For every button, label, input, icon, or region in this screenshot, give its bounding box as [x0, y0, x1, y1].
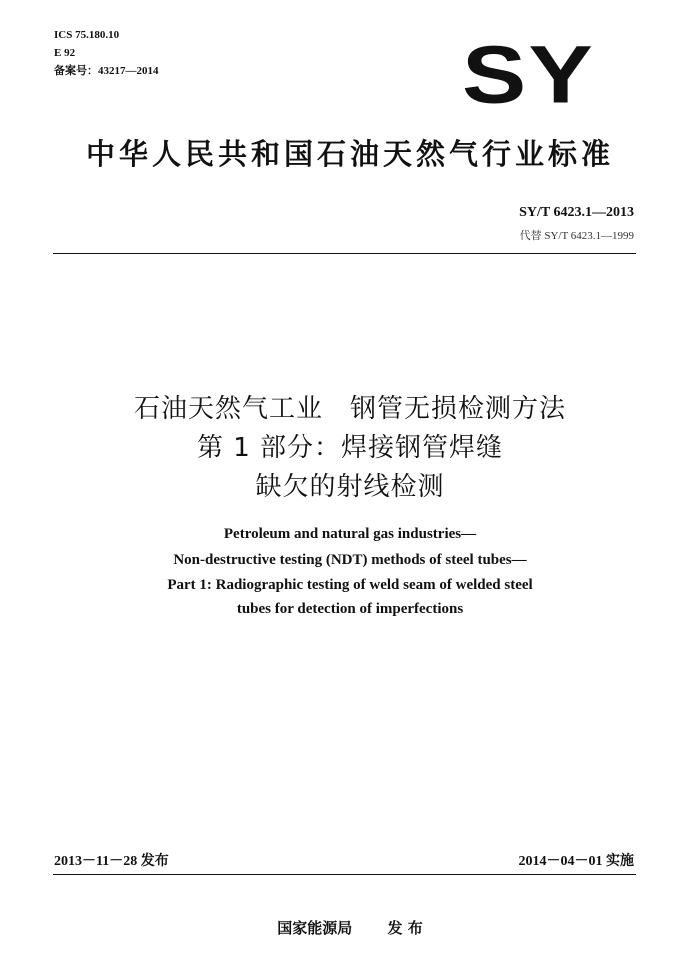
- chinese-title-line-1: 石油天然气工业 钢管无损检测方法: [133, 394, 566, 424]
- implementation-date: 2014－04－01 实施: [518, 854, 634, 869]
- top-divider: [53, 253, 636, 254]
- chinese-title-line-2: 第 1 部分：焊接钢管焊缝: [196, 433, 504, 463]
- publisher: 国家能源局 发 布: [277, 919, 423, 937]
- english-title-line-3: Part 1: Radiographic testing of weld seam of welded steel: [167, 577, 533, 593]
- standard-number: SY/T 6423.1—2013: [519, 205, 634, 220]
- issue-date: 2013－11－28 发布: [54, 854, 169, 869]
- english-title-line-1: Petroleum and natural gas industries—: [223, 526, 477, 542]
- english-title-line-4: tubes for detection of imperfections: [236, 601, 464, 617]
- ics-code: ICS 75.180.10: [54, 29, 120, 41]
- classification-code: E 92: [54, 47, 76, 59]
- chinese-title-line-3: 缺欠的射线检测: [255, 472, 445, 502]
- record-number: 备案号：43217—2014: [54, 65, 159, 77]
- bottom-divider: [53, 874, 636, 875]
- organization-title: 中华人民共和国石油天然气行业标准: [85, 137, 614, 171]
- sy-logo: SY: [462, 29, 595, 121]
- english-title-line-2: Non-destructive testing (NDT) methods of steel tubes—: [173, 552, 527, 568]
- replaced-standard: 代替 SY/T 6423.1—1999: [519, 230, 634, 242]
